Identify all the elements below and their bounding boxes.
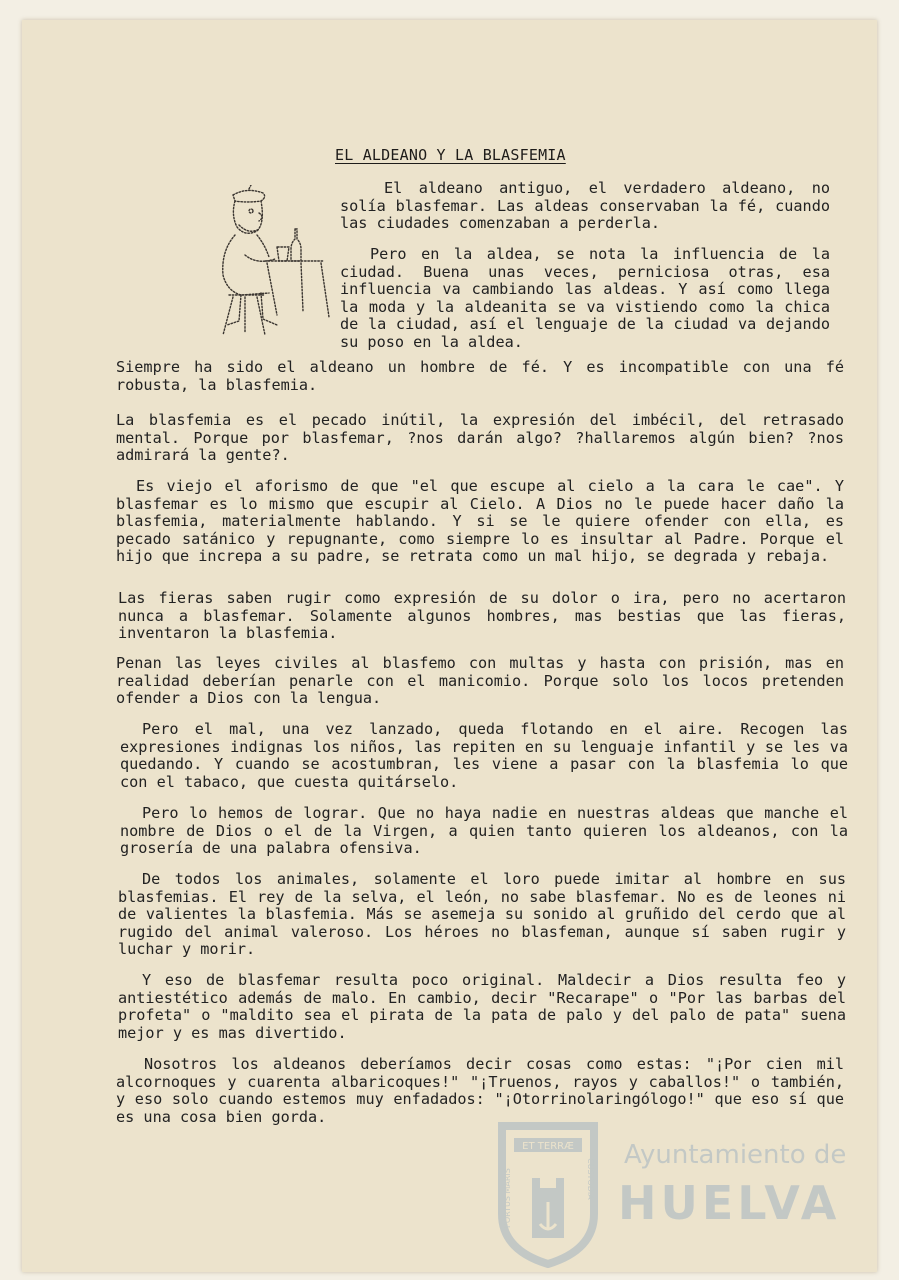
villager-illustration: [205, 185, 335, 343]
huelva-watermark: [484, 1118, 847, 1268]
intro-paragraph-2: Pero en la aldea, se nota la influencia de la ciudad. Buena unas veces, perniciosa otras, esa influencia va cambiando las aldeas. Y así como llega la moda y la aldeanita se va vistiendo como la chica de la ciudad, así el lenguaje de la ciudad va dejando su poso en la aldea.: [340, 245, 830, 351]
document-title: EL ALDEANO Y LA BLASFEMIA: [335, 146, 566, 164]
watermark-line2: HUELVA: [618, 1176, 841, 1230]
shield-left-text: PORTUS MARIS: [503, 1168, 512, 1228]
body-paragraph: La blasfemia es el pecado inútil, la expresión del imbécil, del retrasado mental. Porque por blasfemar, ?nos darán algo? ?hallaremos algún bien? ?nos admirará la gente?.: [116, 411, 844, 464]
coat-of-arms-icon: [492, 1118, 604, 1268]
body-paragraph: Nosotros los aldeanos deberíamos decir cosas como estas: "¡Por cien mil alcornoques y cuarenta albaricoques!" "¡Truenos, rayos y caballos!" o también, y eso solo cuando estemos muy enfadados: "¡Otorrinolaringólogo!" que eso sí que es una cosa bien gorda.: [116, 1055, 844, 1126]
body-paragraph: Penan las leyes civiles al blasfemo con multas y hasta con prisión, mas en realidad deberían penarle con el manicomio. Porque solo los locos pretenden ofender a Dios con la lengua.: [116, 654, 844, 707]
watermark-line1: Ayuntamiento de: [624, 1140, 847, 1170]
body-paragraph: Es viejo el aforismo de que "el que escupe al cielo a la cara le cae". Y blasfemar es lo mismo que escupir al Cielo. A Dios no le puede hacer daño la blasfemia, materialmente hablando. Y si se le quiere ofender con ella, es pecado satánico y repugnante, como siempre lo es insultar al Padre. Porque el hijo que increpa a su padre, se retrata como un mal hijo, se degrada y rebaja.: [116, 477, 844, 565]
intro-paragraph-1: El aldeano antiguo, el verdadero aldeano, no solía blasfemar. Las aldeas conservaban la fé, cuando las ciudades comenzaban a perderla.: [340, 179, 830, 232]
body-paragraph: Y eso de blasfemar resulta poco original. Maldecir a Dios resulta feo y antiestético además de malo. En cambio, decir "Recarape" o "Por las barbas del profeta" o "maldito sea el pirata de la pata de palo y del palo de pata" suena mejor y es mas divertido.: [118, 971, 846, 1042]
body-paragraph: Las fieras saben rugir como expresión de su dolor o ira, pero no acertaron nunca a blasfemar. Solamente algunos hombres, mas bestias que las fieras, inventaron la blasfemia.: [118, 589, 846, 642]
body-paragraph: Pero el mal, una vez lanzado, queda flotando en el aire. Recogen las expresiones indignas los niños, las repiten en su lenguaje infantil y se les va quedando. Y cuando se acostumbran, les viene a pasar con la blasfemia lo que con el tabaco, que cuesta quitárselo.: [120, 720, 848, 791]
body-paragraph: De todos los animales, solamente el loro puede imitar al hombre en sus blasfemias. El rey de la selva, el león, no sabe blasfemar. No es de leones ni de valientes la blasfemia. Más se asemeja su sonido al gruñido del cerdo que al rugido del animal valeroso. Los héroes no blasfeman, aunque sí saben rugir y luchar y morir.: [118, 870, 846, 958]
body-paragraph: Pero lo hemos de lograr. Que no haya nadie en nuestras aldeas que manche el nombre de Dios o el de la Virgen, a quien tanto quieren los aldeanos, con la grosería de una palabra ofensiva.: [120, 804, 848, 857]
shield-right-text: CUSTODIA: [586, 1158, 595, 1200]
shield-banner: ET TERRÆ: [522, 1141, 574, 1152]
body-paragraph: Siempre ha sido el aldeano un hombre de fé. Y es incompatible con una fé robusta, la blasfemia.: [116, 358, 844, 394]
